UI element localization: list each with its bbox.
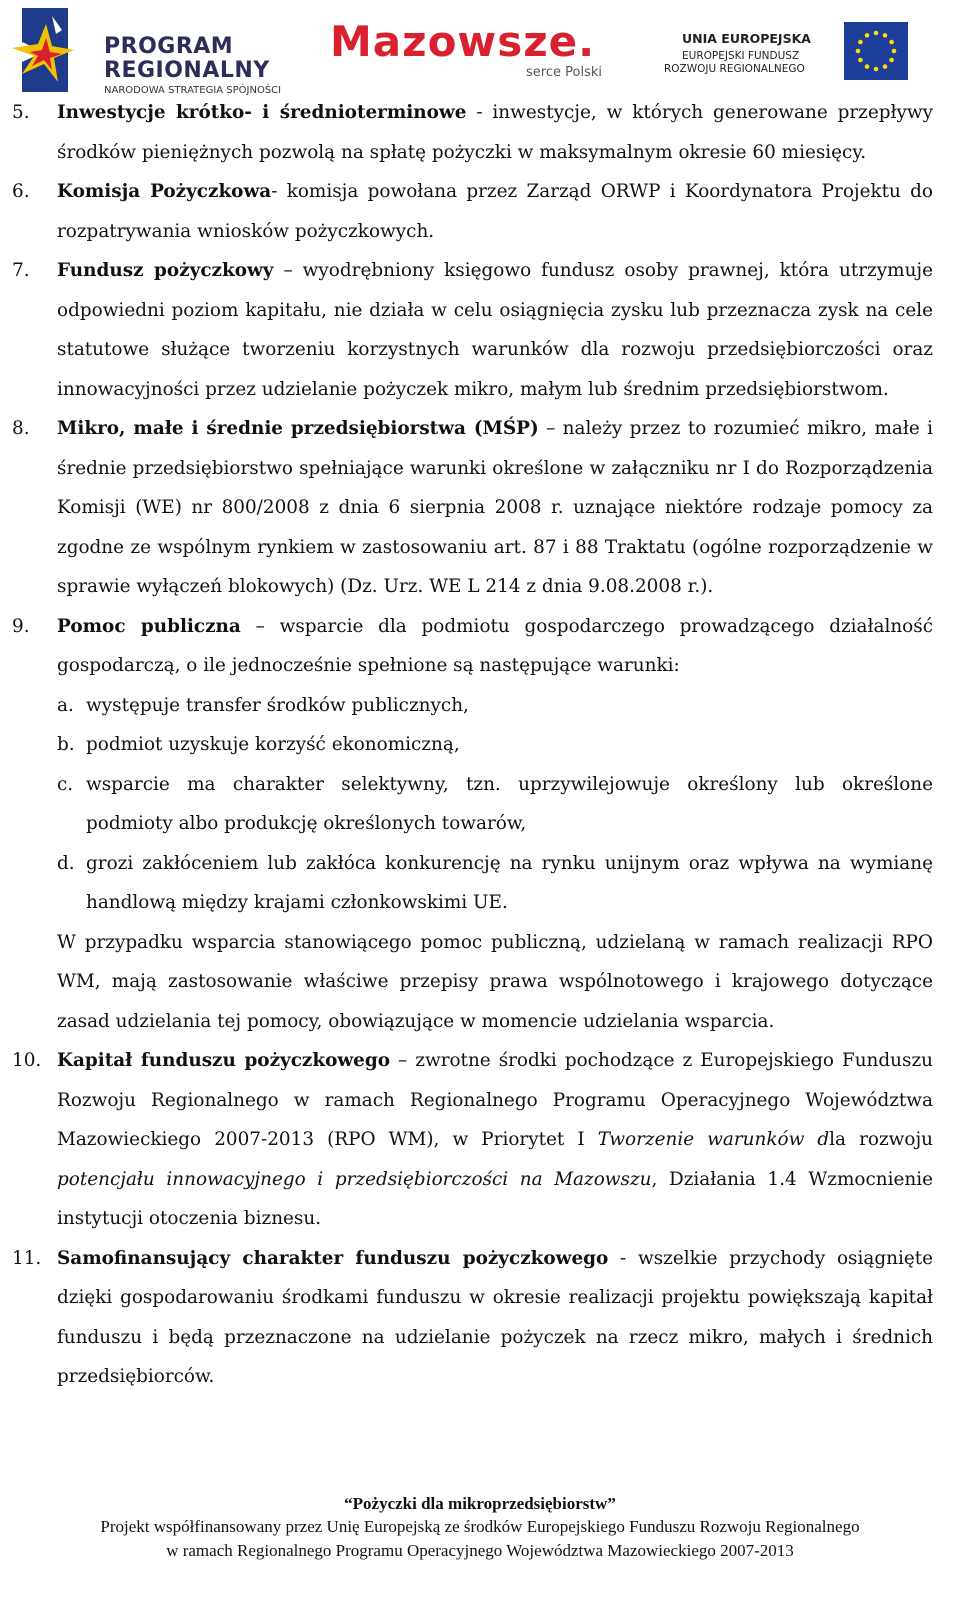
list-item xyxy=(0,93,960,172)
footer-line2: w ramach Regionalnego Programu Operacyjnego Województwa Mazowieckiego 2007-2013 xyxy=(166,1541,794,1560)
list-item xyxy=(0,1239,960,1397)
eu-line1: UNIA EUROPEJSKA xyxy=(682,31,811,46)
list-item xyxy=(0,172,960,251)
public-aid-note: W przypadku wsparcia stanowiącego pomoc publiczną, udzielaną w ramach realizacji RPO WM, mają zastosowanie właściwe przepisy prawa wspólnotowego i krajowego dotyczące zasad udzielania tej pomocy, obowiązujące w momencie udzielania wsparcia. xyxy=(57,931,933,1032)
list-item xyxy=(0,1041,960,1239)
item-italic: Tworzenie warunków d xyxy=(597,1129,830,1150)
mazowsze-tagline: serce Polski xyxy=(526,65,602,80)
eu-logo xyxy=(660,20,920,90)
eu-line2: EUROPEJSKI FUNDUSZ xyxy=(682,50,800,62)
mazowsze-wordmark: Mazowsze. xyxy=(330,17,596,66)
program-line2: REGIONALNY xyxy=(104,58,270,83)
item-number: 6. xyxy=(12,181,30,202)
program-regionalny-logo xyxy=(12,8,302,94)
item-text: - inwestycje, w których generowane przepływy środków pieniężnych pozwolą na spłatę pożyczki w maksymalnym okresie 60 miesięcy. xyxy=(57,102,933,163)
item-term: Kapitał funduszu pożyczkowego xyxy=(57,1050,391,1071)
item-number: 11. xyxy=(12,1247,42,1269)
item-number: 5. xyxy=(12,102,30,123)
sub-item-text: grozi zakłóceniem lub zakłóca konkurencję na rynku unijnym oraz wpływa na wymianę handlową między krajami członkowskimi UE. xyxy=(86,852,933,913)
sub-item-letter: b. xyxy=(57,734,75,755)
item-text: la rozwoju xyxy=(829,1129,933,1150)
item-number: 10. xyxy=(12,1050,42,1071)
item-number: 9. xyxy=(12,615,30,637)
sub-list-item xyxy=(0,844,960,923)
footer-title: “Pożyczki dla mikroprzedsiębiorstw” xyxy=(344,1494,616,1513)
item-text: – należy przez to rozumieć mikro, małe i średnie przedsiębiorstwo spełniające warunki określone w załączniku nr I do Rozporządzenia Komisji (WE) nr 800/2008 z dnia 6 sierpnia 2008 r. uznające niektóre rodzaje pomocy za zgodne ze wspólnym rynkiem w zastosowaniu art. 87 i 88 Traktatu (ogólne rozporządzenie w sprawie wyłączeń blokowych) (Dz. Urz. WE L 214 z dnia 9.08.2008 r.). xyxy=(57,418,933,597)
item-text: , Działania 1.4 Wzmocnienie instytucji otoczenia biznesu. xyxy=(57,1168,933,1229)
footer-line1: Projekt współfinansowany przez Unię Europejską ze środków Europejskiego Funduszu Rozwoju Regionalnego xyxy=(100,1517,860,1536)
item-text: - komisja powołana przez Zarząd ORWP i Koordynatora Projektu do rozpatrywania wniosków pożyczkowych. xyxy=(57,181,933,242)
item-text: – wyodrębniony księgowo fundusz osoby prawnej, która utrzymuje odpowiedni poziom kapitału, nie działa w celu osiągnięcia zysku lub przeznacza zysk na cele statutowe służące tworzeniu korzystnych warunków dla rozwoju przedsiębiorczości oraz innowacyjności przez udzielanie pożyczek mikro, małym lub średnim przedsiębiorstwom. xyxy=(57,260,933,400)
item-term: Mikro, małe i średnie przedsiębiorstwa (MŚP) xyxy=(57,418,539,439)
item-text: - wszelkie przychody osiągnięte dzięki gospodarowaniu środkami funduszu w okresie realizacji projektu powiększają kapitał funduszu i będą przeznaczone na udzielanie pożyczek na rzecz mikro, małych i średnich przedsiębiorców. xyxy=(57,1247,933,1387)
sub-item-text: wsparcie ma charakter selektywny, tzn. uprzywilejowuje określony lub określone podmioty albo produkcję określonych towarów, xyxy=(86,773,933,834)
program-line3: NARODOWA STRATEGIA SPÓJNOŚCI xyxy=(104,85,282,96)
program-star-icon xyxy=(12,8,92,94)
document-body xyxy=(0,93,960,1397)
sub-item-text: występuje transfer środków publicznych, xyxy=(86,694,469,716)
list-item xyxy=(0,607,960,686)
sub-list-item xyxy=(0,686,960,726)
item-italic: potencjału innowacyjnego i przedsiębiorczości na Mazowszu xyxy=(57,1168,652,1190)
sub-item-letter: c. xyxy=(57,773,74,795)
item-term: Samofinansujący charakter funduszu pożyczkowego xyxy=(57,1247,609,1269)
mazowsze-logo xyxy=(330,10,630,90)
page-header xyxy=(0,0,960,100)
sub-item-letter: d. xyxy=(57,852,75,874)
program-line1: PROGRAM xyxy=(104,34,234,59)
item-text: – zwrotne środki pochodzące z Europejskiego Funduszu Rozwoju Regionalnego w ramach Regionalnego Programu Operacyjnego Województwa Mazowieckiego 2007-2013 (RPO WM), w Priorytet I xyxy=(57,1050,933,1150)
item-number: 8. xyxy=(12,418,30,439)
eu-flag-icon xyxy=(844,22,908,80)
item-term: Komisja Pożyczkowa xyxy=(57,181,272,202)
page-footer xyxy=(0,1493,960,1563)
eu-line3: ROZWOJU REGIONALNEGO xyxy=(664,63,805,75)
sub-list-item xyxy=(0,765,960,844)
sub-list-item xyxy=(0,725,960,765)
item-term: Inwestycje krótko- i średnioterminowe xyxy=(57,102,467,123)
item-term: Fundusz pożyczkowy xyxy=(57,260,274,281)
item-number: 7. xyxy=(12,260,30,281)
list-item xyxy=(0,409,960,607)
item-text: – wsparcie dla podmiotu gospodarczego prowadzącego działalność gospodarczą, o ile jednocześnie spełnione są następujące warunki: xyxy=(57,615,933,676)
item-term: Pomoc publiczna xyxy=(57,615,241,637)
list-item xyxy=(0,251,960,409)
sub-item-letter: a. xyxy=(57,694,74,716)
sub-item-text: podmiot uzyskuje korzyść ekonomiczną, xyxy=(86,734,460,755)
